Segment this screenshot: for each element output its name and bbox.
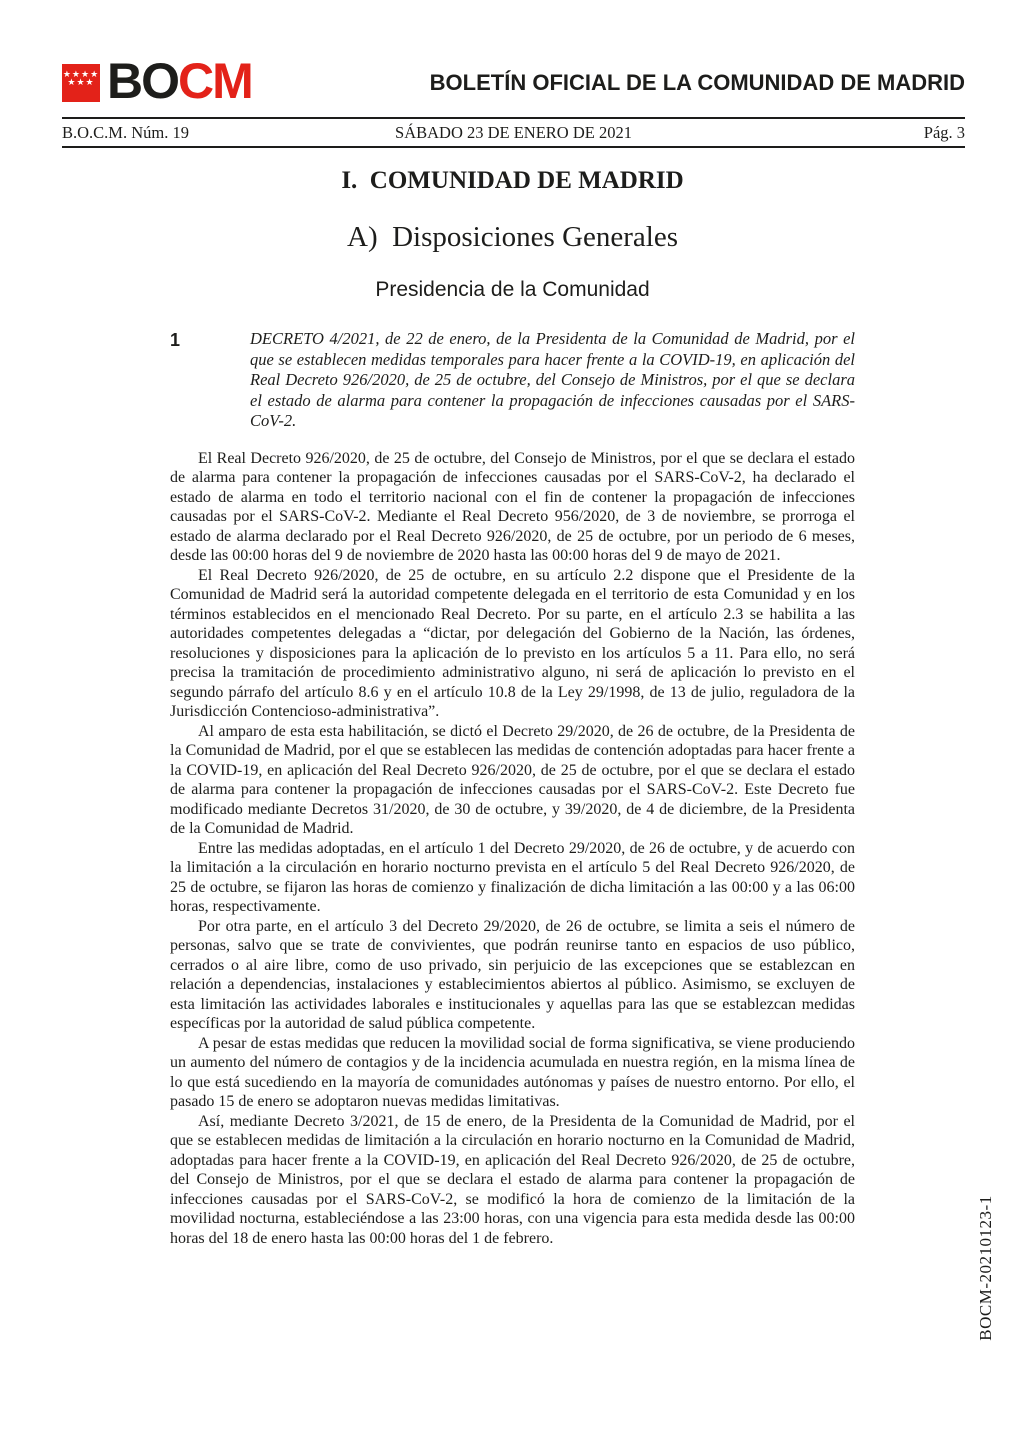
- decree-summary: DECRETO 4/2021, de 22 de enero, de la Presidenta de la Comunidad de Madrid, por el que se establecen medidas temporales para hacer frente a la COVID-19, en aplicación del Real Decreto 926/2020, de 25 de octubre, del Consejo de Ministros, por el que se declara el estado de alarma para contener la propagación de infecciones causadas por el SARS-CoV-2.: [250, 329, 855, 430]
- flag-stars-row-bottom: ★★★: [67, 78, 95, 88]
- decree-item: [170, 329, 855, 432]
- issue-number: B.O.C.M. Núm. 19: [62, 123, 189, 142]
- bocm-logo: [107, 53, 252, 109]
- decree-body: [170, 449, 855, 1249]
- page-number: Pág. 3: [923, 123, 966, 142]
- issue-date: SÁBADO 23 DE ENERO DE 2021: [395, 123, 632, 142]
- body-paragraph: Por otra parte, en el artículo 3 del Decreto 29/2020, de 26 de octubre, se limita a seis el número de personas, salvo que se trate de convivientes, que podrán reunirse tanto en espacios de uso público, cerrados o al aire libre, como de uso privado, sin perjuicio de las excepciones que se establezcan en relación a dependencias, instalaciones y establecimientos abiertos al público. Asimismo, se excluyen de esta limitación las actividades laborales e institucionales y aquellas para las que se establezcan medidas específicas por la autoridad de salud pública competente.: [170, 917, 855, 1032]
- organization-heading: Presidencia de la Comunidad: [375, 278, 650, 301]
- bulletin-title: BOLETÍN OFICIAL DE LA COMUNIDAD DE MADRID: [429, 70, 965, 95]
- body-paragraph: Así, mediante Decreto 3/2021, de 15 de enero, de la Presidenta de la Comunidad de Madrid, por el que se establecen medidas de limitación a la circulación en horario nocturno en la Comunidad de Madrid, adoptadas para hacer frente a la COVID-19, en aplicación del Real Decreto 926/2020, de 25 de octubre, del Consejo de Ministros, por el que se declara el estado de alarma para contener la propagación de infecciones causadas por el SARS-CoV-2, se modificó la hora de comienzo de la limitación de la movilidad nocturna, estableciéndose a las 23:00 horas, con una vigencia para esta medida desde las 00:00 horas del 18 de enero hasta las 00:00 horas del 1 de febrero.: [170, 1112, 855, 1247]
- body-paragraph: A pesar de estas medidas que reducen la movilidad social de forma significativa, se viene produciendo un aumento del número de contagios y de la incidencia acumulada en nuestra región, en la misma línea de lo que está sucediendo en la mayoría de comunidades autónomas y países de nuestro entorno. Por ello, el pasado 15 de enero se adoptaron nuevas medidas limitativas.: [170, 1034, 855, 1110]
- subsection-heading: A) Disposiciones Generales: [347, 221, 678, 253]
- bocm-logo-bo: BO: [107, 53, 178, 109]
- document-id-vertical: BOCM-20210123-1: [976, 1195, 995, 1341]
- madrid-flag-icon: [62, 64, 100, 102]
- body-paragraph: El Real Decreto 926/2020, de 25 de octubre, del Consejo de Ministros, por el que se declara el estado de alarma para contener la propagación de infecciones causadas por el SARS-CoV-2, ha declarado el estado de alarma en todo el territorio nacional con el fin de contener la propagación de infecciones causadas por el SARS-CoV-2. Mediante el Real Decreto 956/2020, de 3 de noviembre, se prorroga el estado de alarma declarado por el Real Decreto 926/2020, de 25 de octubre, por un periodo de 6 meses, desde las 00:00 horas del 9 de noviembre de 2020 hasta las 00:00 horas del 9 de mayo de 2021.: [170, 449, 855, 564]
- decree-number: 1: [170, 330, 181, 350]
- section-heading: I. COMUNIDAD DE MADRID: [341, 167, 684, 194]
- flag-stars-row-top: ★★★★: [62, 70, 100, 80]
- body-paragraph: Al amparo de esta esta habilitación, se dictó el Decreto 29/2020, de 26 de octubre, de la Presidenta de la Comunidad de Madrid, por el que se establecen las medidas de contención adoptadas para hacer frente a la COVID-19, en aplicación del Real Decreto 926/2020, de 25 de octubre, por el que se declara el estado de alarma para contener la propagación de infecciones causadas por el SARS-CoV-2. Este Decreto fue modificado mediante Decretos 31/2020, de 30 de octubre, y 39/2020, de 4 de diciembre, de la Presidenta de la Comunidad de Madrid.: [170, 722, 855, 837]
- bocm-logo-cm: CM: [178, 53, 252, 109]
- body-paragraph: El Real Decreto 926/2020, de 25 de octubre, en su artículo 2.2 dispone que el Presidente de la Comunidad de Madrid será la autoridad competente delegada en el territorio de esta Comunidad y en los términos establecidos en el mencionado Real Decreto. Por su parte, en el artículo 2.3 se habilita a las autoridades competentes delegadas a “dictar, por delegación del Gobierno de la Nación, las órdenes, resoluciones y disposiciones para la aplicación de lo previsto en los artículos 5 a 11. Para ello, no será precisa la tramitación de procedimiento administrativo alguno, ni será de aplicación lo previsto en el segundo párrafo del artículo 8.6 y en el artículo 10.8 de la Ley 29/1998, de 13 de julio, reguladora de la Jurisdicción Contencioso-administrativa”.: [170, 566, 855, 720]
- main-content: [170, 166, 855, 1248]
- header-bar: [62, 117, 965, 148]
- body-paragraph: Entre las medidas adoptadas, en el artículo 1 del Decreto 29/2020, de 26 de octubre, y de acuerdo con la limitación a la circulación en horario nocturno prevista en el artículo 5 del Real Decreto 926/2020, de 25 de octubre, se fijaron las horas de comienzo y finalización de dicha limitación a las 00:00 y a las 06:00 horas, respectivamente.: [170, 839, 855, 915]
